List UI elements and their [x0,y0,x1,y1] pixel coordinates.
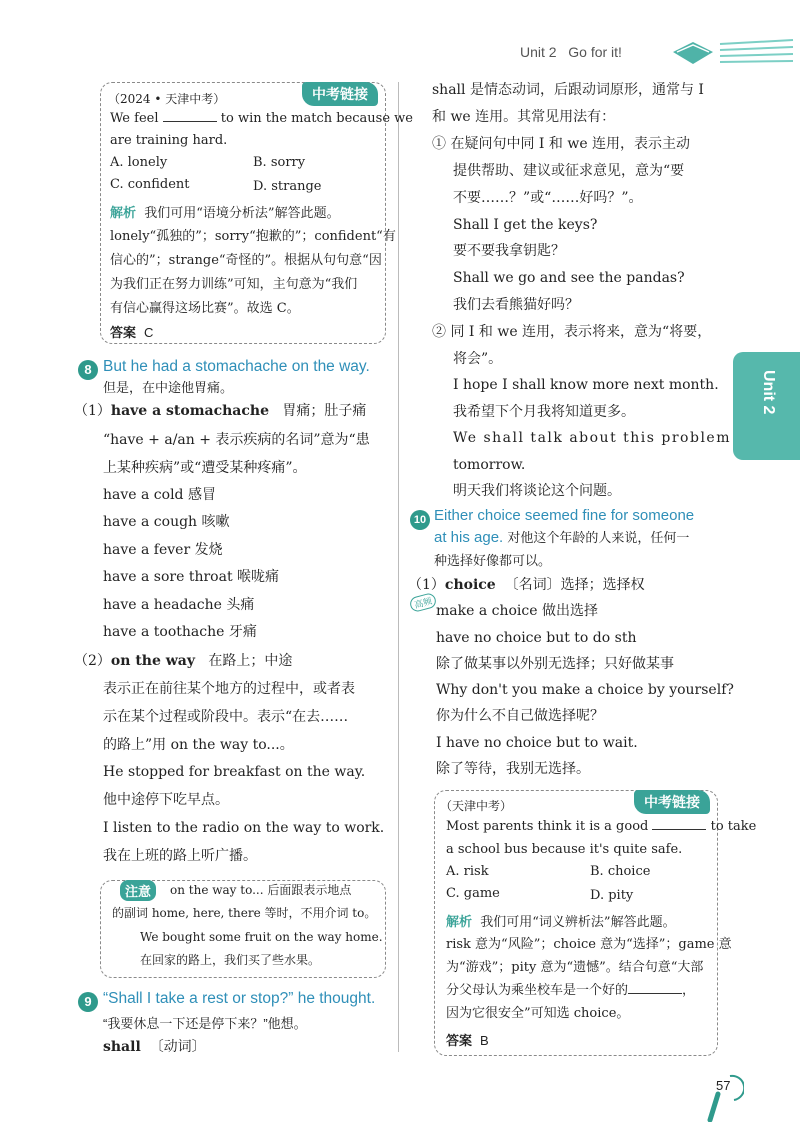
exam-source: （天津中考） [440,799,513,813]
example-line: have no choice but to do sth [436,630,637,646]
example-line: I hope I shall know more next month. [453,377,719,393]
analysis-line: 因为它很安全”可知选 choice。 [446,1006,630,1021]
key-sentence: “Shall I take a rest or stop?” he thought. [103,990,376,1007]
example-line: Shall we go and see the pandas? [453,270,685,286]
example-line: I listen to the radio on the way to work. [103,820,385,836]
usage-line: ① 在疑问句中同 I 和 we 连用，表示主动 [432,136,691,152]
analysis-line: 有信心赢得这场比赛”。故选 C。 [110,301,300,316]
usage-line: ② 同 I 和 we 连用，表示将来，意为“将要， [432,324,712,340]
example-line: We shall talk about this problem [453,430,731,446]
option-c: C. game [446,886,500,901]
option-c: C. confident [110,177,190,192]
example-translation: 明天我们将谈论这个问题。 [453,483,621,499]
explanation-line: 的路上”用 on the way to...。 [103,737,294,753]
question-line-2: are training hard. [110,133,228,148]
answer-blank [163,110,217,122]
example-line: make a choice 做出选择 [436,603,598,619]
running-header [520,44,622,60]
analysis-line: risk 意为“风险”；choice 意为“选择”；game 意 [446,937,732,952]
option-d: D. strange [253,179,322,194]
example-translation: 你为什么不自己做选择呢？ [436,708,604,724]
usage-line: 提供帮助、建议或征求意见，意为“要 [453,163,685,179]
analysis-line: 分父母认为乘坐校车是一个好的 ， [446,983,696,998]
column-divider [398,82,399,1052]
example-line: have a toothache 牙痛 [103,624,257,640]
unit-side-tab-label: Unit 2 [760,370,777,415]
exam-source: （2024 • 天津中考） [108,92,226,106]
example-line: He stopped for breakfast on the way. [103,764,366,780]
example-translation: 我们去看熊猫好吗？ [453,297,579,313]
item-number-8: 8 [78,360,98,380]
analysis-line: 为我们正在努力训练”可知，主句意为“我们 [110,277,358,292]
analysis-line: 解析 我们可用“词义辨析法”解答此题。 [446,914,676,930]
point-heading: （2）on the way 在路上；中途 [74,653,293,669]
example-line: tomorrow. [453,457,526,473]
usage-line: 不要……？”或“……好吗？”。 [453,190,643,206]
example-translation: 除了做某事以外别无选择；只好做某事 [436,656,674,672]
word-heading: shall 〔动词〕 [103,1039,206,1055]
explanation-line: 表示正在前往某个地方的过程中，或者表 [103,681,355,697]
example-translation: 他中途停下吃早点。 [103,792,229,808]
key-sentence-line-2: at his age. 对他这个年龄的人来说，任何一 [434,529,690,546]
answer-blank [628,982,682,994]
answer-blank [652,818,706,830]
option-d: D. pity [590,888,634,903]
point-heading: （1）choice 〔名词〕选择；选择权 [408,577,645,593]
note-tag: 注意 [120,880,156,901]
option-a: A. risk [446,864,489,879]
page-corner-decoration-icon [704,1070,744,1122]
page-number: 57 [716,1078,731,1093]
example-translation: 我希望下个月我将知道更多。 [453,404,635,420]
sentence-translation: 种选择好像都可以。 [434,553,552,568]
example-translation: 我在上班的路上听广播。 [103,848,257,864]
example-line: have a sore throat 喉咙痛 [103,569,280,585]
question-line-2: a school bus because it's quite safe. [446,842,683,857]
item-number-10: 10 [410,510,430,530]
exam-link-tag: 中考链接 [302,82,378,106]
note-line: 的副词 home, here, there 等时，不用介词 to。 [112,906,377,920]
question-line: Most parents think it is a good to take [446,819,757,834]
unit-side-tab [733,352,800,460]
item-number-9: 9 [78,992,98,1012]
analysis-line: 解析 我们可用“语境分析法”解答此题。 [110,205,340,221]
point-heading: （1）have a stomachache 胃痛；肚子痛 [74,403,367,419]
exam-link-tag: 中考链接 [634,790,710,814]
explanation-line: “have + a/an + 表示疾病的名词”意为“患 [103,432,370,448]
high-frequency-badge: 高频 [409,592,438,613]
key-sentence: Either choice seemed fine for someone [434,507,695,524]
example-line: Why don't you make a choice by yourself? [436,682,734,698]
example-line: have a cold 感冒 [103,487,216,503]
note-example: We bought some fruit on the way home. [140,930,383,944]
example-line: have a fever 发烧 [103,542,223,558]
analysis-label: 解析 [110,205,137,220]
explanation-line: 上某种疾病”或“遭受某种疼痛”。 [103,460,307,476]
note-line: on the way to... 后面跟表示地点 [170,883,352,897]
example-line: Shall I get the keys? [453,217,598,233]
option-a: A. lonely [110,155,168,170]
example-line: I have no choice but to wait. [436,735,638,751]
analysis-label: 解析 [446,914,473,929]
option-b: B. sorry [253,155,306,170]
analysis-line: 为“游戏”；pity 意为“遗憾”。结合句意“大部 [446,960,704,975]
analysis-line: lonely“孤独的”；sorry“抱歉的”；confident“有 [110,229,396,244]
book-logo-icon [665,34,795,70]
explanation-line: 和 we 连用。其常见用法有： [432,109,616,125]
example-translation: 要不要我拿钥匙？ [453,243,565,259]
option-b: B. choice [590,864,651,879]
example-line: have a headache 头痛 [103,597,255,613]
question-line: We feel to win the match because we [110,111,413,126]
example-translation: 除了等待，我别无选择。 [436,761,590,777]
note-example-translation: 在回家的路上，我们买了些水果。 [140,953,321,967]
header-unit: Unit 2 [520,44,557,60]
answer-line: 答案 B [446,1033,489,1048]
usage-line: 将会”。 [453,351,503,367]
analysis-line: 信心的”；strange“奇怪的”。根据从句句意“因 [110,253,382,268]
header-title: Go for it! [568,44,622,60]
explanation-line: 示在某个过程或阶段中。表示“在去…… [103,709,349,725]
answer-line: 答案 C [110,325,154,340]
key-sentence: But he had a stomachache on the way. [103,358,370,375]
sentence-translation: “我要休息一下还是停下来？”他想。 [103,1016,307,1031]
sentence-translation: 但是，在中途他胃痛。 [103,380,234,395]
example-line: have a cough 咳嗽 [103,514,230,530]
explanation-line: shall 是情态动词，后跟动词原形，通常与 I [432,82,704,98]
